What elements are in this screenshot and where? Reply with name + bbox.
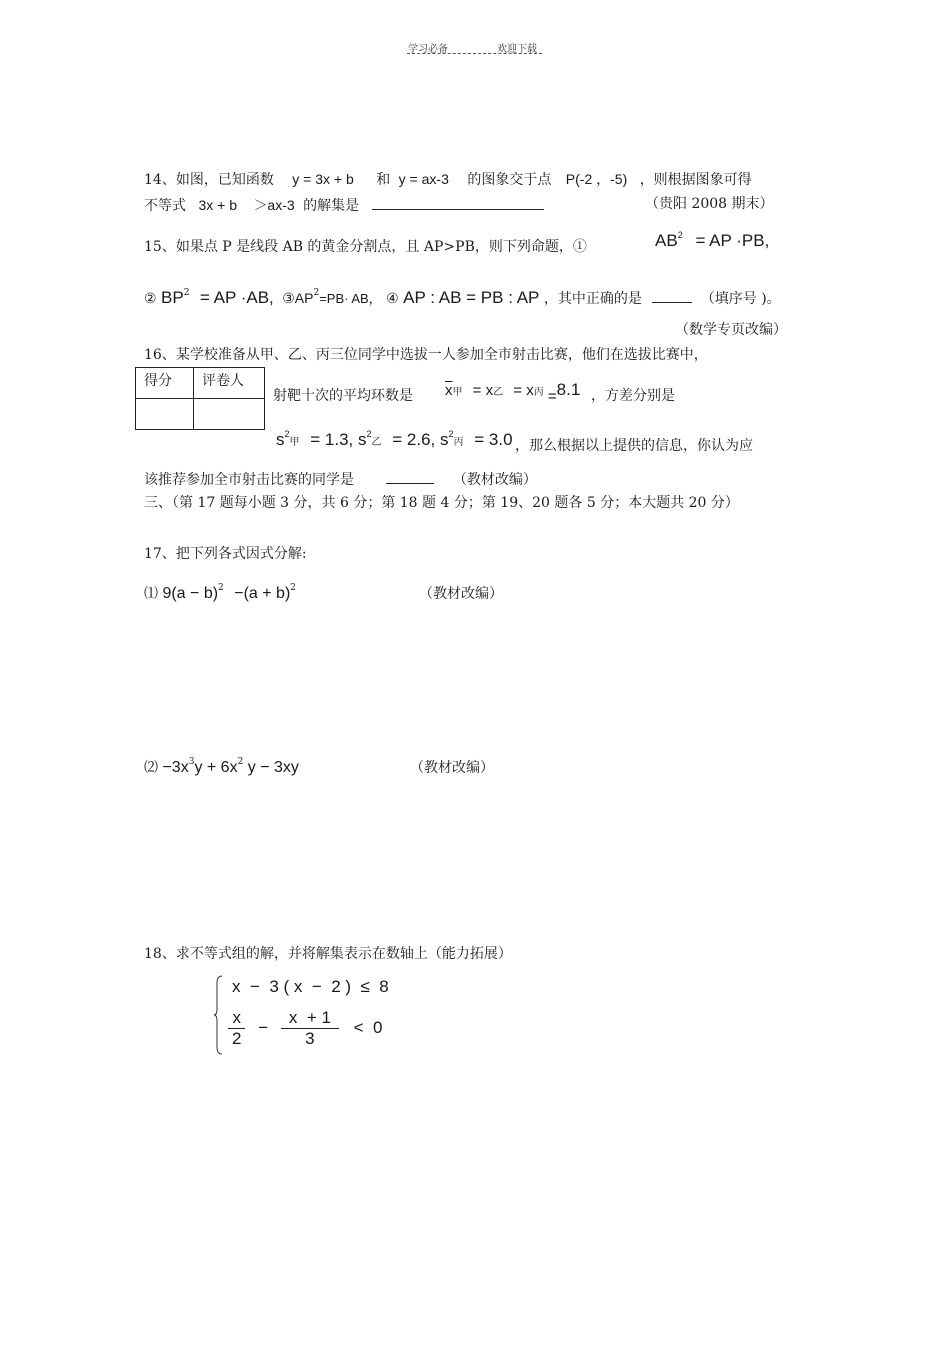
q16-var-a: s bbox=[276, 430, 285, 449]
q16-mean-expr bbox=[445, 380, 581, 405]
q15-fill-hint: （填序号 )。 bbox=[700, 291, 781, 307]
q15-prop3-rest: =PB· AB， bbox=[319, 291, 382, 306]
score-cell[interactable] bbox=[136, 399, 194, 430]
q16-line4-text: 该推荐参加全市射击比赛的同学是 bbox=[144, 472, 354, 488]
q16-line1: 16、某学校准备从甲、乙、丙三位同学中选拔一人参加全市射击比赛，他们在选拔比赛中， bbox=[144, 347, 708, 363]
q18-row1: x − 3 ( x − 2 ) ≤ 8 bbox=[232, 977, 389, 996]
q14-answer-blank[interactable] bbox=[372, 195, 544, 210]
q15-answer-blank[interactable] bbox=[652, 288, 692, 303]
q18-title: 18、求不等式组的解，并将解集表示在数轴上（能力拓展） bbox=[144, 946, 512, 962]
q16-var-c-sub: 丙 bbox=[453, 437, 464, 448]
q17-source2: （教材改编） bbox=[410, 760, 494, 776]
q17-part2 bbox=[144, 759, 299, 777]
q16-sub-c: 丙 bbox=[533, 387, 544, 398]
q18-frac1 bbox=[228, 1008, 245, 1049]
header-left: 学习必备 bbox=[408, 44, 448, 55]
q15-correct-text: ，其中正确的是 bbox=[543, 291, 642, 307]
q18-frac1-den: 2 bbox=[232, 1029, 242, 1048]
q16-sub-b: 乙 bbox=[493, 387, 504, 398]
section3-header: 三、（第 17 题每小题 3 分，共 6 分；第 18 题 4 分；第 19、20 题各 5 分；本大题共 20 分） bbox=[144, 495, 739, 511]
q17-num1: ⑴ bbox=[144, 586, 158, 602]
q17-expr2-a: −3x bbox=[162, 759, 189, 776]
q14-text-a: 14、如图，已知函数 bbox=[144, 172, 274, 188]
q16-line4 bbox=[144, 469, 537, 489]
q14-line2 bbox=[144, 195, 544, 215]
q14-eq1: y = 3x + b bbox=[292, 171, 354, 187]
q14-point: P(-2 ，-5) bbox=[565, 171, 628, 187]
q18-minus: − bbox=[258, 1017, 269, 1037]
q15-line1: 15、如果点 P 是线段 AB 的黄金分割点，且 AP>PB，则下列命题，① bbox=[144, 239, 587, 255]
q17-expr1-b: −(a + b) bbox=[234, 585, 291, 602]
q14-text-c: ，则根据图象可得 bbox=[639, 172, 752, 188]
q17-expr2-c: y − 3xy bbox=[247, 759, 299, 776]
grader-header: 评卷人 bbox=[194, 368, 265, 399]
score-header: 得分 bbox=[136, 368, 194, 399]
header-right: 欢迎下载 bbox=[497, 44, 537, 55]
q15-prop2-exp: 2 bbox=[183, 288, 190, 298]
q15-prop2-rest: = AP ·AB, bbox=[199, 288, 274, 307]
q14-eq2: y = ax-3 bbox=[398, 171, 449, 187]
q16-answer-blank[interactable] bbox=[386, 469, 434, 484]
q15-line2 bbox=[144, 288, 781, 308]
header-divider bbox=[407, 53, 542, 54]
q14-text-d: 不等式 bbox=[144, 198, 186, 214]
q14-ineq-right: ＞ax-3 bbox=[253, 197, 295, 213]
q15-prop1-rest: = AP ·PB, bbox=[695, 231, 770, 250]
q18-row2 bbox=[228, 1008, 383, 1049]
q16-xbar-a: $\overline{x}$ bbox=[445, 382, 453, 399]
q16-var-c-val: = 3.0 bbox=[474, 430, 513, 449]
q16-var-a-sub: 甲 bbox=[289, 437, 300, 448]
q16-variances bbox=[276, 430, 513, 450]
score-table bbox=[135, 367, 265, 430]
q16-xbar-b: = x bbox=[472, 382, 494, 399]
q14-source: （贵阳 2008 期末） bbox=[645, 196, 774, 212]
q18-frac2-num: x + 1 bbox=[281, 1008, 339, 1029]
q18-frac1-num: x bbox=[228, 1008, 245, 1029]
q18-frac2-den: 3 bbox=[305, 1029, 315, 1048]
q17-source1: （教材改编） bbox=[419, 586, 503, 602]
q17-part1 bbox=[144, 585, 296, 603]
q16-line3-tail: ，那么根据以上提供的信息，你认为应 bbox=[515, 438, 753, 454]
q17-expr2-b: y + 6x bbox=[194, 759, 238, 776]
q15-prop3-exp: 2 bbox=[313, 288, 320, 298]
q16-var-b-exp: 2 bbox=[366, 429, 372, 439]
q15-prop1-exp: 2 bbox=[677, 230, 683, 240]
q16-var-c-exp: 2 bbox=[448, 429, 454, 439]
q16-var-b-sub: 乙 bbox=[371, 437, 382, 448]
q15-prop2-bp: BP bbox=[161, 288, 184, 307]
q17-expr1-a: 9(a − b) bbox=[162, 585, 219, 602]
q18-relation: < 0 bbox=[353, 1017, 383, 1037]
q16-var-c: s bbox=[440, 430, 449, 449]
q14-line1 bbox=[144, 170, 752, 189]
q14-ineq-left: 3x + b bbox=[198, 197, 237, 213]
q16-source: （教材改编） bbox=[452, 472, 537, 488]
q16-var-a-exp: 2 bbox=[284, 429, 290, 439]
q14-and: 和 bbox=[376, 172, 391, 188]
q16-xbar-c: = x bbox=[513, 382, 534, 399]
q18-frac2 bbox=[281, 1008, 339, 1049]
q14-text-e: 的解集是 bbox=[303, 198, 360, 214]
q15-prop1 bbox=[655, 231, 769, 251]
q15-prop1-ab: AB bbox=[655, 231, 678, 250]
q15-source: （数学专页改编） bbox=[675, 322, 787, 338]
q15-circle2: ② bbox=[144, 291, 157, 307]
q17-expr1-exp1: 2 bbox=[218, 583, 224, 593]
q16-var-b: s bbox=[358, 430, 367, 449]
q17-title: 17、把下列各式因式分解: bbox=[144, 546, 307, 562]
q16-mean-eq: = bbox=[547, 388, 557, 405]
q17-expr1-exp2: 2 bbox=[290, 583, 296, 593]
left-brace-icon bbox=[213, 975, 223, 1055]
q15-prop4: AP : AB = PB : AP bbox=[403, 288, 540, 307]
q16-var-b-val: = 2.6, bbox=[392, 430, 436, 449]
q15-circle4: ④ bbox=[386, 291, 399, 307]
q17-num2: ⑵ bbox=[144, 760, 158, 776]
q16-var-a-val: = 1.3, bbox=[310, 430, 354, 449]
q17-expr2-exp2: 2 bbox=[237, 757, 244, 767]
q16-mean-value: 8.1 bbox=[556, 380, 581, 399]
q16-line2-text: 射靶十次的平均环数是 bbox=[273, 388, 413, 404]
q15-prop3-ap: ③AP bbox=[282, 290, 314, 306]
q16-variance-label: ，方差分别是 bbox=[591, 388, 675, 404]
q17-expr2-exp1: 3 bbox=[188, 757, 195, 767]
q16-sub-a: 甲 bbox=[452, 387, 463, 398]
grader-cell[interactable] bbox=[194, 399, 265, 430]
q14-text-b: 的图象交于点 bbox=[467, 172, 552, 188]
